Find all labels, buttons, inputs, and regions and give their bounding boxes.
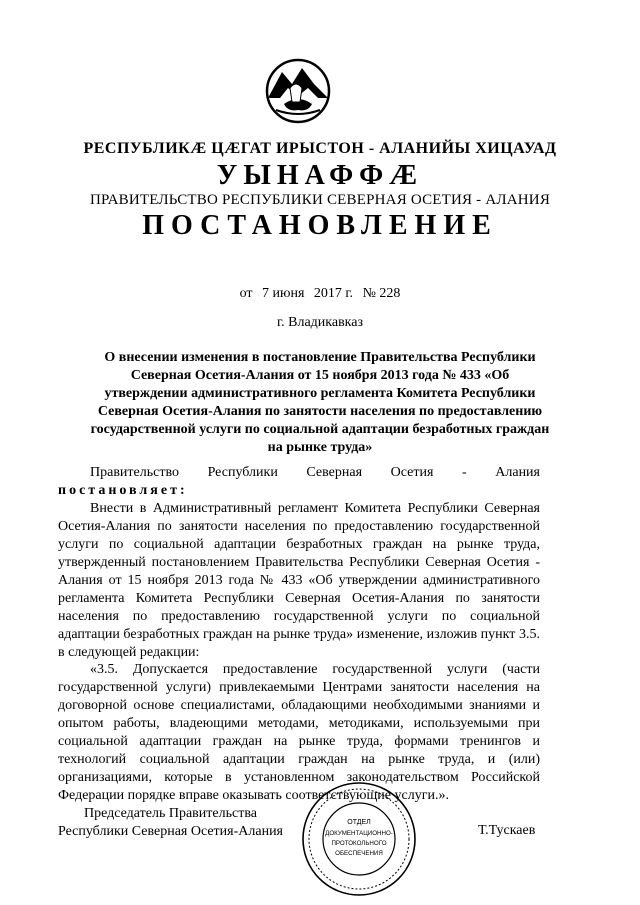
preamble-line: Правительство Республики Северная Осетия - Алания (90, 465, 540, 480)
stamp-text-3: ПРОТОКОЛЬНОГО (331, 840, 387, 847)
header-resolution-ossetian: УЫНАФФӔ (216, 160, 424, 191)
official-stamp-seal (300, 780, 418, 898)
stamp-text-2: ДОКУМЕНТАЦИОННО- (325, 830, 393, 837)
header-republic-ossetian: РЕСПУБЛИКӔ ЦӔГАТ ИРЫСТОН - АЛАНИЙЫ ХИЦАУАД (83, 140, 557, 157)
document-title: О внесении изменения в постановление Правительства Республики Северная Осетия-Алания от 15 ноября 2013 года № 433 «Об утверждении административного регламента Комитета Республики Северная Осетия-Алания по занятости населения по предоставлению государственной услуги по социальной адаптации безработных граждан на рынке труда» (90, 350, 550, 455)
paragraph-amendment: Внести в Административный регламент Комитета Республики Северная Осетия-Алания по занятости населения по предоставлению государственной услуги по социальной адаптации безработных граждан на рынке труда, утвержденный постановлением Правительства Республики Северная Осетия - Алания от 15 ноября 2013 года № 433 «Об утверждении административного регламента Комитета Республики Северная Осетия-Алания по занятости населения по предоставлению государственной услуги по социальной адаптации безработных граждан на рынке труда» изменение, изложив пункт 3.5. в следующей редакции: (58, 501, 540, 660)
document-type-heading: ПОСТАНОВЛЕНИЕ (142, 210, 498, 241)
date-day-month: 7 июня (262, 286, 305, 301)
signatory-position-line2: Республики Северная Осетия-Алания (58, 824, 283, 839)
stamp-text-4: ОБЕСПЕЧЕНИЯ (335, 850, 383, 857)
stamp-text-1: ОТДЕЛ (347, 819, 371, 826)
paragraph-new-wording: «3.5. Допускается предоставление государственной услуги (части государственной услуги) привлекаемыми Центрами занятости населения на договорной основе специалистами, обладающими необходимыми знаниями и опытом работы, владеющими методами, методиками, используемыми при социальной адаптации граждан на рынке труда, формами тренингов и технологий социальной адаптации граждан на рынке труда, и (или) организациями, которые в установленном законодательством Российской Федерации порядке вправе оказывать соответствующие услуги.». (58, 662, 540, 803)
date-from-label: от (239, 286, 253, 301)
document-number: № 228 (362, 286, 401, 301)
header-government-name: ПРАВИТЕЛЬСТВО РЕСПУБЛИКИ СЕВЕРНАЯ ОСЕТИЯ - АЛАНИЯ (89, 192, 551, 208)
signatory-position (58, 805, 283, 841)
resolves-word: постановляет: (58, 483, 188, 498)
preamble-resolves (58, 482, 540, 500)
signatory-position-line1: Председатель Правительства (84, 806, 257, 821)
city-name: г. Владикавказ (276, 315, 364, 330)
coat-of-arms-emblem (262, 58, 334, 124)
date-line (0, 286, 640, 302)
signatory-name: Т.Тускаев (478, 823, 536, 838)
date-year: 2017 г. (313, 286, 354, 301)
